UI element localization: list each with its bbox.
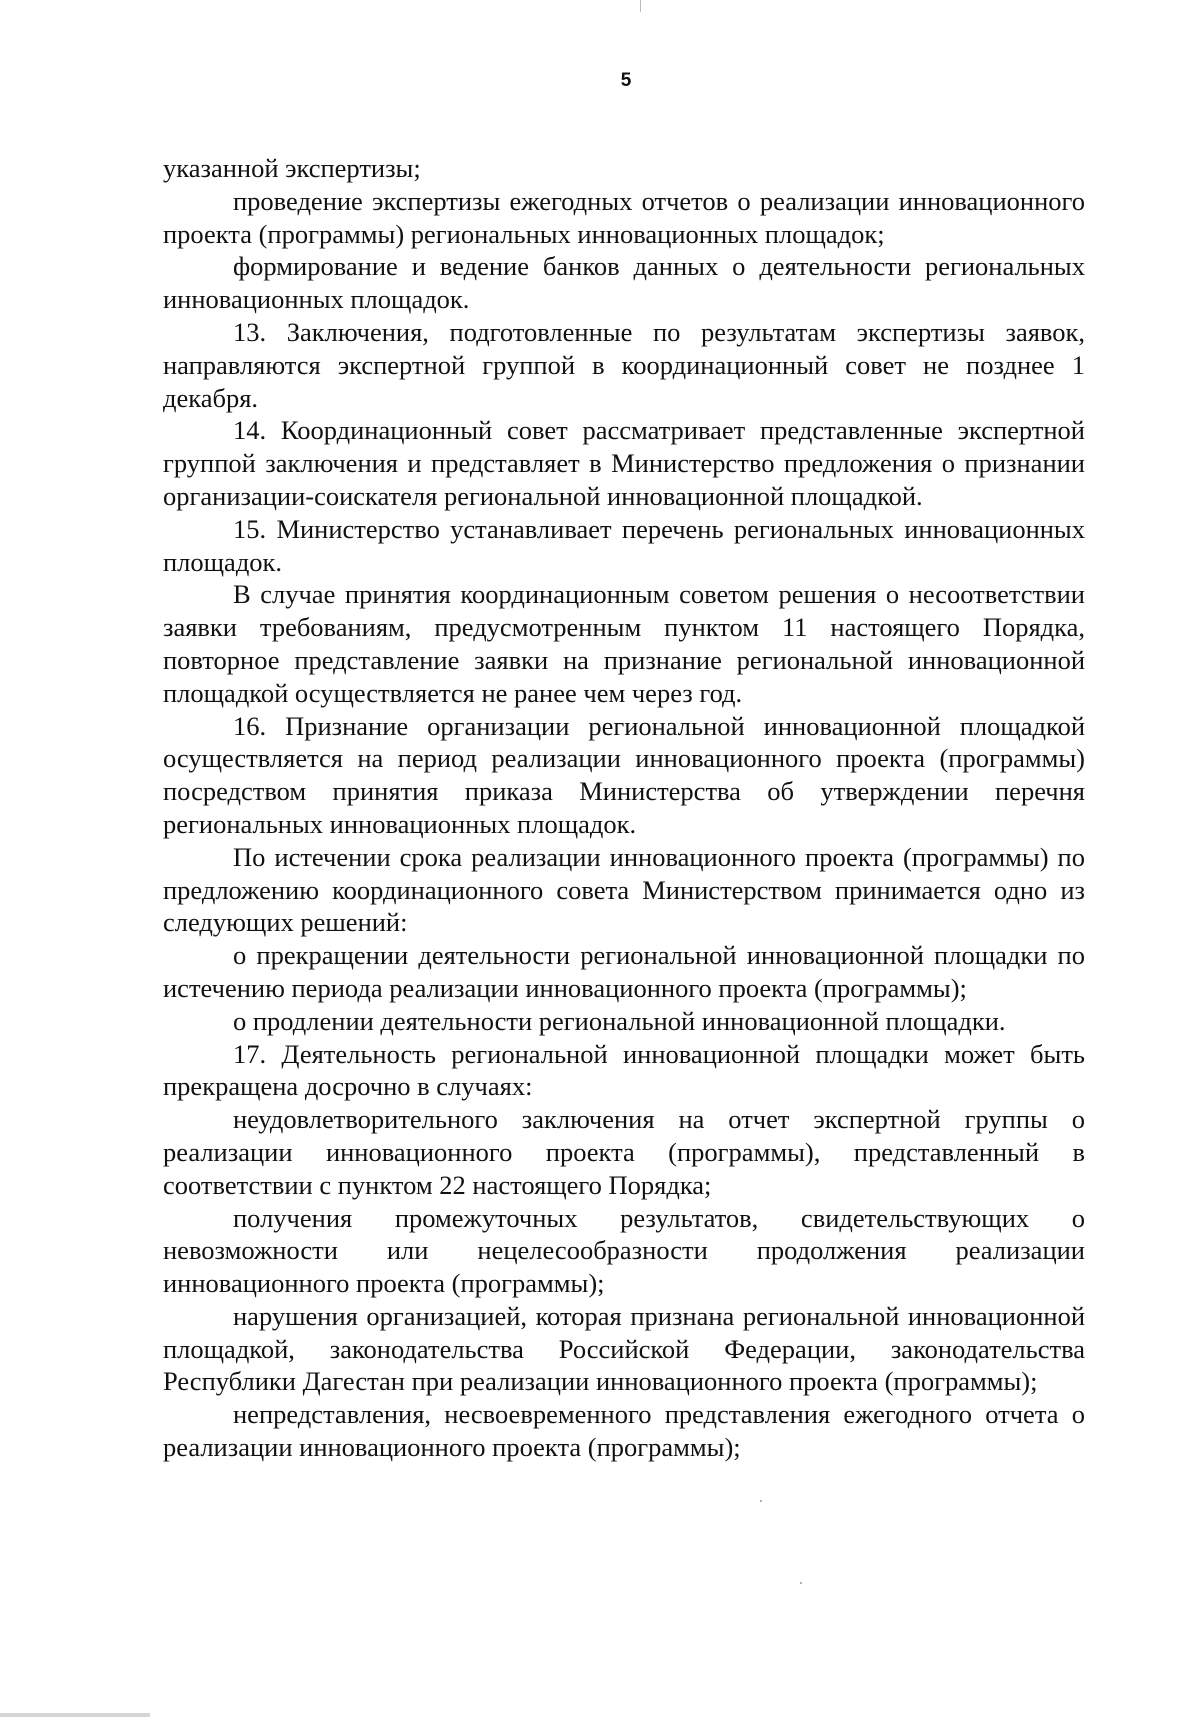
paragraph: В случае принятия координационным советом решения о несоответствии заявки требованиям, предусмотренным пунктом 11 настоящего Порядка, повторное представление заявки на признание региональной инновационной площадкой осуществляется не ранее чем через год. <box>163 579 1085 708</box>
paragraph: указанной экспертизы; <box>163 153 421 183</box>
scan-artifact-dot <box>760 1500 762 1502</box>
scan-artifact-dot <box>800 1582 802 1584</box>
page-number: 5 <box>620 70 632 91</box>
paragraph: неудовлетворительного заключения на отчет экспертной группы о реализации инновационного проекта (программы), представленный в соответствии с пунктом 22 настоящего Порядка; <box>163 1104 1085 1200</box>
paragraph: 17. Деятельность региональной инновационной площадки может быть прекращена досрочно в случаях: <box>163 1038 1085 1102</box>
paragraph: 13. Заключения, подготовленные по результатам экспертизы заявок, направляются экспертной группой в координационный совет не позднее 1 декабря. <box>163 316 1085 413</box>
paragraph: о прекращении деятельности региональной инновационной площадки по истечению периода реализации инновационного проекта (программы); <box>163 940 1085 1003</box>
paragraph: 16. Признание организации региональной инновационной площадкой осуществляется на период реализации инновационного проекта (программы) посредством принятия приказа Министерства об утверждении перечня региональных инновационных площадок. <box>163 710 1085 839</box>
document-body <box>163 152 1085 1464</box>
paragraph: проведение экспертизы ежегодных отчетов о реализации инновационного проекта (программы) региональных инновационных площадок; <box>163 185 1085 249</box>
paragraph: непредставления, несвоевременного представления ежегодного отчета о реализации инновационного проекта (программы); <box>163 1399 1085 1463</box>
paragraph: о продлении деятельности региональной инновационной площадки. <box>233 1005 1006 1036</box>
paragraph: нарушения организацией, которая признана региональной инновационной площадкой, законодательства Российской Федерации, законодательства Республики Дагестан при реализации инновационного проекта (программы); <box>163 1300 1085 1397</box>
scan-bottom-edge <box>0 1713 150 1717</box>
paragraph: 15. Министерство устанавливает перечень региональных инновационных площадок. <box>163 513 1085 577</box>
paragraph: По истечении срока реализации инновационного проекта (программы) по предложению координационного совета Министерством принимается одно из следующих решений: <box>163 841 1085 938</box>
paragraph: 14. Координационный совет рассматривает представленные экспертной группой заключения и представляет в Министерство предложения о признании организации-соискателя региональной инновационной площадкой. <box>163 415 1085 511</box>
paragraph: формирование и ведение банков данных о деятельности региональных инновационных площадок. <box>163 251 1085 315</box>
paragraph: получения промежуточных результатов, свидетельствующих о невозможности или нецелесообразности продолжения реализации инновационного проекта (программы); <box>163 1202 1085 1299</box>
scan-artifact-line <box>640 0 641 12</box>
